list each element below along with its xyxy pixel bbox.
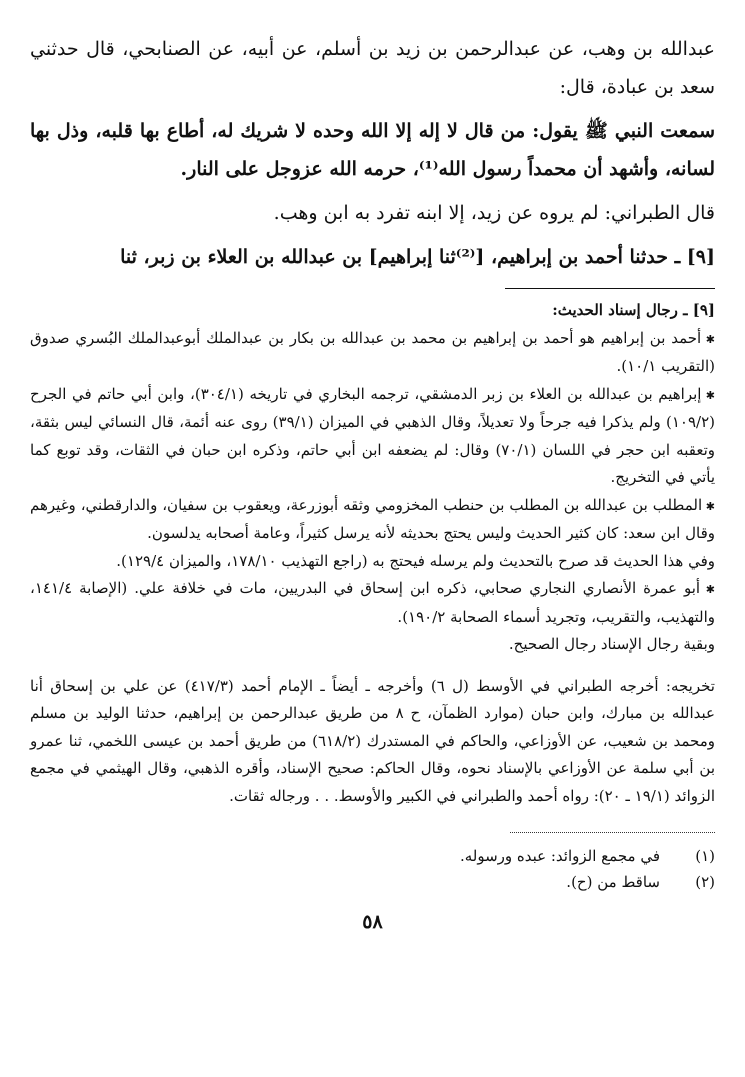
main-paragraph-3: قال الطبراني: لم يروه عن زيد، إلا ابنه تفرد به ابن وهب. — [273, 202, 715, 224]
main-text — [30, 30, 715, 276]
page-number: ٥٨ — [362, 911, 383, 933]
hadith-9-start: [٩] ـ حدثنا أحمد بن إبراهيم، [⁽²⁾ثنا إبراهيم] بن عبدالله بن العلاء بن زبر، ثنا — [120, 246, 715, 268]
narrator-note-5: وبقية رجال الإسناد رجال الصحيح. — [508, 635, 715, 653]
hadith-text: سمعت النبي ﷺ يقول: من قال لا إله إلا الله وحده لا شريك له، أطاع بها قلبه، وذل بها لسانه، وأشهد أن محمداً رسول الله⁽¹⁾، حرمه الله عزوجل على النار. — [30, 120, 715, 180]
main-paragraph-1: عبدالله بن وهب، عن عبدالرحمن بن زيد بن أسلم، عن أبيه، عن الصنابحي، قال حدثني سعد بن عبادة، قال: — [30, 38, 715, 98]
narrator-note-4: ✱ أبو عمرة الأنصاري النجاري صحابي، ذكره ابن إسحاق في البدريين، مات في خلافة علي. (الإصابة ١٤١/٤، والتهذيب، والتقريب، وتجريد أسماء الصحابة ١٩٠/٢). — [30, 575, 715, 631]
footnote-number: (١) — [695, 847, 715, 865]
footnote-divider — [510, 832, 715, 833]
narrator-note-2: ✱ إبراهيم بن عبدالله بن العلاء بن زبر الدمشقي، ترجمه البخاري في تاريخه (٣٠٤/١)، وابن أبي حاتم في الجرح (١٠٩/٢) ولم يذكرا فيه جرحاً ولا تعديلاً، وقال الذهبي في الميزان (٣٩/١) روى عنه أئمة، قال النسائي ليس بثقة، وتعقبه ابن حجر في اللسان (٧٠/١) وقال: لم يضعفه ابن أبي حاتم، وذكره ابن حبان في الثقات، وقد توبع كما يأتي في التخريج. — [30, 381, 715, 492]
footnote-item — [30, 869, 715, 895]
narrator-note-3: ✱ المطلب بن عبدالله بن المطلب بن حنطب المخزومي وثقه أبوزرعة، ويعقوب بن سفيان، والدارقطني، وغيرهم وقال ابن سعد: كان كثير الحديث وليس يحتج بحديثه لأنه يرسل كثيراً، وعامة أصحابه يدلسون. — [30, 492, 715, 548]
narrator-note-3-continued: وفي هذا الحديث قد صرح بالتحديث ولم يرسله فيحتج به (راجع التهذيب ١٧٨/١٠، والميزان ١٢٩/٤). — [116, 551, 715, 570]
footnote-item — [30, 843, 715, 869]
book-page — [30, 30, 715, 933]
footnotes — [30, 843, 715, 895]
commentary — [30, 297, 715, 810]
footnote-text: في مجمع الزوائد: عبده ورسوله. — [459, 847, 660, 865]
narrator-note-1: ✱ أحمد بن إبراهيم هو أحمد بن إبراهيم بن محمد بن عبدالله بن بكار بن عبدالملك أبوعبدالملك البُسري صدوق (التقريب ١٠/١). — [30, 325, 715, 381]
takhrij-paragraph: تخريجه: أخرجه الطبراني في الأوسط (ل ٦) وأخرجه ـ أيضاً ـ الإمام أحمد (٤١٧/٣) عن علي بن إسحاق أنا عبدالله بن مبارك، وابن حبان (موارد الظمآن، ح ٨ من طريق عبدالرحمن بن إبراهيم، حدثنا الوليد بن مسلم ومحمد بن شعيب، عن الأوزاعي، والحاكم في المستدرك (٦١٨/٢) من طريق أحمد بن عيسى اللخمي، ثنا عمرو بن أبي سلمة عن الأوزاعي بالإسناد نحوه، وقال الحاكم: صحيح الإسناد، وأقره الذهبي، وقال الهيثمي في مجمع الزوائد (١٩/١ ـ ٢٠): رواه أحمد والطبراني في الكبير والأوسط. . . ورجاله ثقات. — [30, 676, 716, 805]
commentary-heading: [٩] ـ رجال إسناد الحديث: — [552, 301, 715, 319]
section-divider — [505, 288, 715, 289]
footnote-text: ساقط من (ح). — [566, 873, 660, 891]
footnote-number: (٢) — [695, 873, 715, 891]
